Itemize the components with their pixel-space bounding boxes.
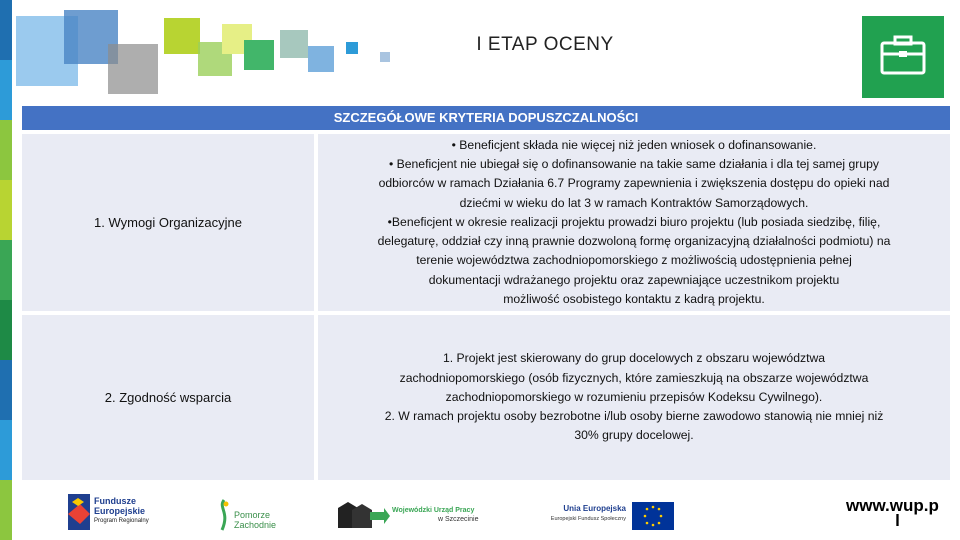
row1-line: • Beneficjent nie ubiegał się o dofinansowanie na takie same działania i dla tej samej grupy	[388, 157, 880, 172]
eu-funds-line2: Europejskie	[94, 506, 146, 516]
eu-esf-logo	[540, 490, 680, 534]
briefcase-logo	[862, 16, 944, 98]
table-header-label: SZCZEGÓŁOWE KRYTERIA DOPUSZCZALNOŚCI	[333, 110, 639, 125]
row1-line: • Beneficjent składa nie więcej niż jeden wniosek o dofinansowanie.	[451, 138, 817, 153]
row1-line: dokumentacji wdrażanego projektu oraz zapewniające uczestnikom projektu	[428, 272, 840, 287]
website-line1[interactable]: www.wup.p	[846, 496, 939, 515]
row1-line: możliwość osobistego kontaktu z kadrą projektu.	[503, 291, 765, 306]
wup-logo	[336, 490, 486, 534]
row1-label: 1. Wymogi Organizacyjne	[94, 215, 242, 230]
pomorze-line2: Zachodnie	[234, 520, 277, 530]
row2-line: 30% grupy docelowej.	[574, 428, 694, 443]
table-header	[22, 106, 950, 130]
slide-title: I ETAP OCENY	[476, 34, 614, 55]
eu-line1: Unia Europejska	[563, 504, 626, 513]
row1-text-cell	[318, 134, 950, 311]
row2-line: zachodniopomorskiego (osób fizycznych, które zamieszkują na obszarze województwa	[399, 370, 869, 385]
briefcase-icon	[862, 16, 944, 98]
eu-funds-line3: Program Regionalny	[94, 518, 149, 524]
row2-line: 1. Projekt jest skierowany do grup docelowych z obszaru województwa	[442, 351, 826, 366]
row1-line: delegaturę, oddział czy inną prawnie dozwoloną formę organizacyjną działalności podmiotu) na	[377, 234, 891, 249]
wup-line2: w Szczecinie	[438, 516, 479, 523]
eu-funds-line1: Fundusze	[94, 496, 136, 506]
wup-line1: Wojewódzki Urząd Pracy	[392, 507, 475, 514]
row2-label: 2. Zgodność wsparcia	[104, 390, 232, 405]
row2-text-cell	[318, 315, 950, 480]
eu-line2: Europejski Fundusz Społeczny	[550, 516, 626, 522]
row2-line: 2. W ramach projektu osoby bezrobotne i/lub osoby bierne zawodowo stanowią nie mniej niż	[384, 409, 884, 424]
row1-line: •Beneficjent w okresie realizacji projektu prowadzi biuro projektu (lub posiada siedzibę, filię,	[387, 214, 881, 229]
row1-line: terenie województwa zachodniopomorskiego z możliwością udostępnienia pełnej	[416, 253, 852, 268]
row2-label-cell	[22, 315, 314, 480]
eu-funds-logo	[66, 490, 166, 534]
pomorze-line1: Pomorze	[234, 510, 271, 520]
row1-line: dziećmi w wieku do lat 3 w ramach Kontraktów Samorządowych.	[459, 195, 809, 210]
website-link[interactable]	[846, 496, 939, 530]
website-line2[interactable]: l	[895, 511, 900, 530]
row2-line: zachodniopomorskiego w rozumieniu przepisów Kodeksu Cywilnego).	[445, 389, 823, 404]
eu-flag-icon	[632, 502, 674, 530]
pomorze-zachodnie-logo	[214, 490, 284, 534]
row1-label-cell	[22, 134, 314, 311]
row1-line: odbiorców w ramach Działania 6.7 Programy zapewnienia i zwiększenia dostępu do opieki nad	[378, 176, 890, 191]
left-color-bar	[0, 0, 12, 540]
